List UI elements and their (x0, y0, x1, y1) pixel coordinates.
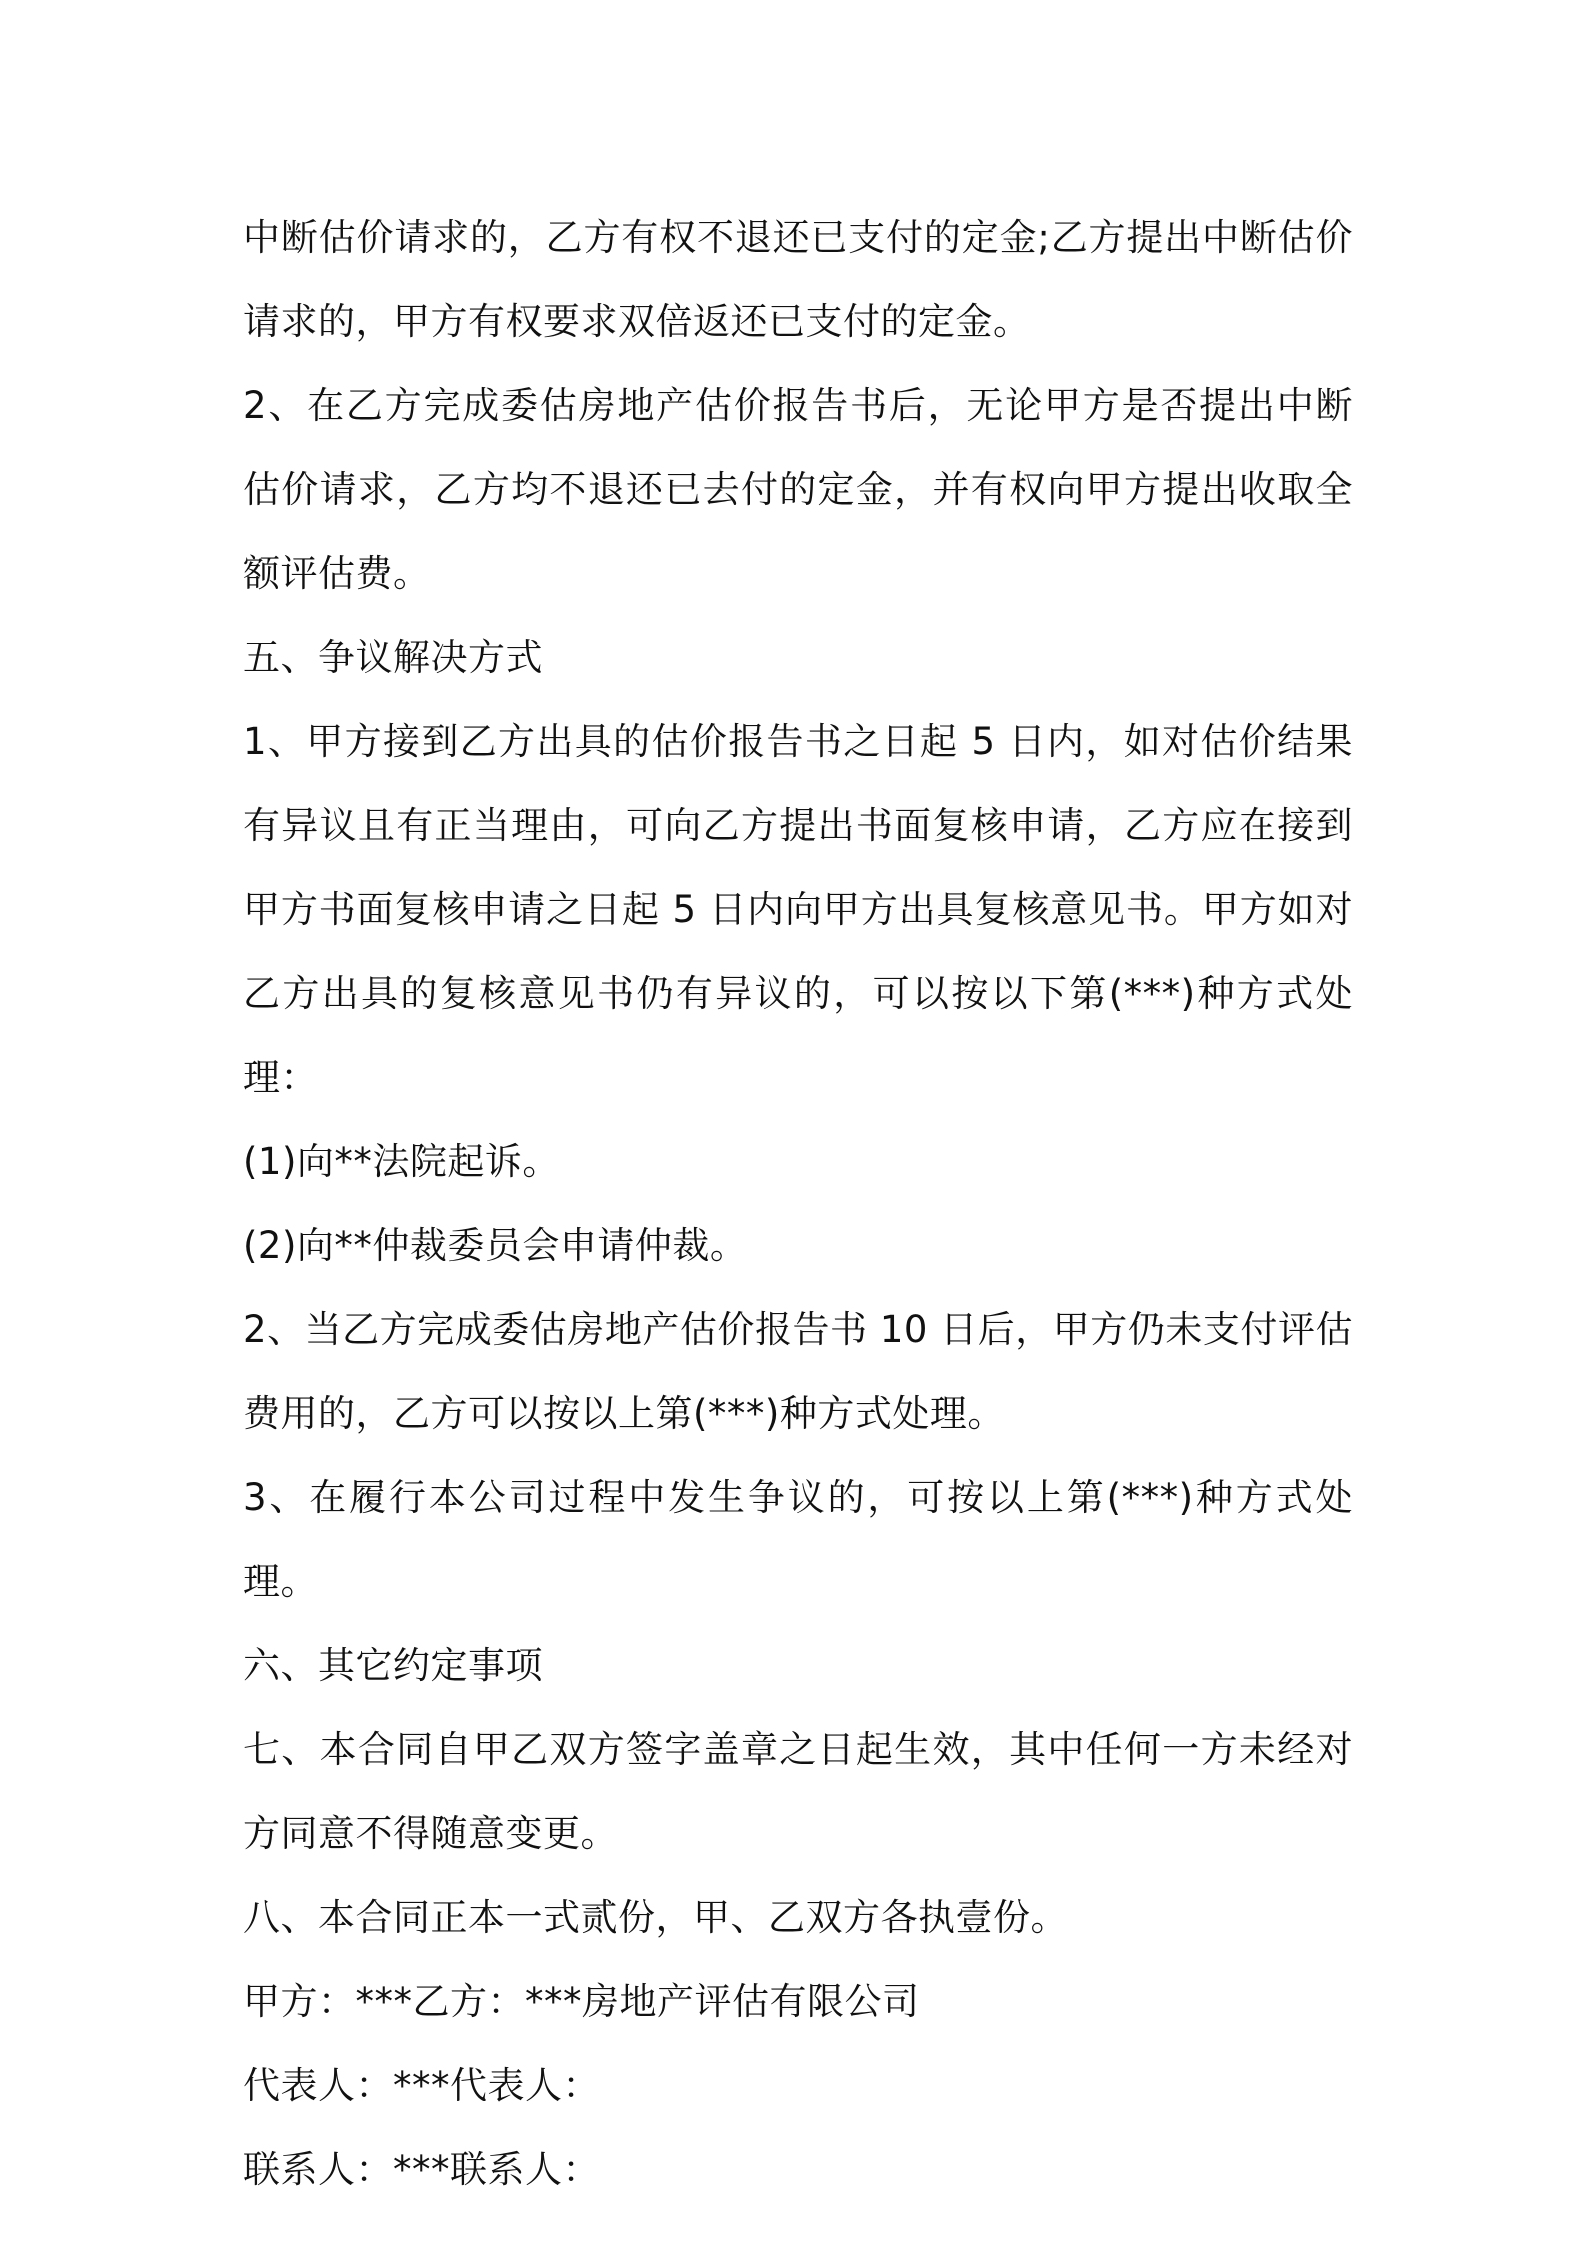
signature-contact-line: 联系人：***联系人： (243, 2148, 600, 2191)
document-body (243, 196, 1353, 2212)
paragraph-deposit-interrupt: 中断估价请求的，乙方有权不退还已支付的定金;乙方提出中断估价请求的，甲方有权要求双倍返还已支付的定金。 (243, 216, 1353, 343)
paragraph-dispute-clause-3: 3、在履行本公司过程中发生争议的，可按以上第(***)种方式处理。 (243, 1476, 1353, 1603)
paragraph-clause-2-deposit: 2、在乙方完成委估房地产估价报告书后，无论甲方是否提出中断估价请求，乙方均不退还已去付的定金，并有权向甲方提出收取全额评估费。 (243, 384, 1353, 595)
paragraph-dispute-clause-1: 1、甲方接到乙方出具的估价报告书之日起 5 日内，如对估价结果有异议且有正当理由，可向乙方提出书面复核申请，乙方应在接到甲方书面复核申请之日起 5 日内向甲方出具复核意见书。甲方如对乙方出具的复核意见书仍有异议的，可以按以下第(***)种方式处理： (243, 720, 1353, 1099)
paragraph-option-arbitration: (2)向**仲裁委员会申请仲裁。 (243, 1224, 748, 1267)
section-effective-clause: 七、本合同自甲乙双方签字盖章之日起生效，其中任何一方未经对方同意不得随意变更。 (243, 1728, 1353, 1855)
paragraph-dispute-clause-2: 2、当乙方完成委估房地产估价报告书 10 日后，甲方仍未支付评估费用的，乙方可以按以上第(***)种方式处理。 (243, 1308, 1353, 1435)
paragraph-option-court: (1)向**法院起诉。 (243, 1140, 560, 1183)
section-heading-other-matters: 六、其它约定事项 (243, 1644, 543, 1687)
signature-representative-line: 代表人：***代表人： (243, 2064, 600, 2107)
signature-parties-line: 甲方：***乙方：***房地产评估有限公司 (243, 1980, 920, 2023)
section-heading-dispute: 五、争议解决方式 (243, 636, 543, 679)
section-copies-clause: 八、本合同正本一式贰份，甲、乙双方各执壹份。 (243, 1896, 1068, 1939)
